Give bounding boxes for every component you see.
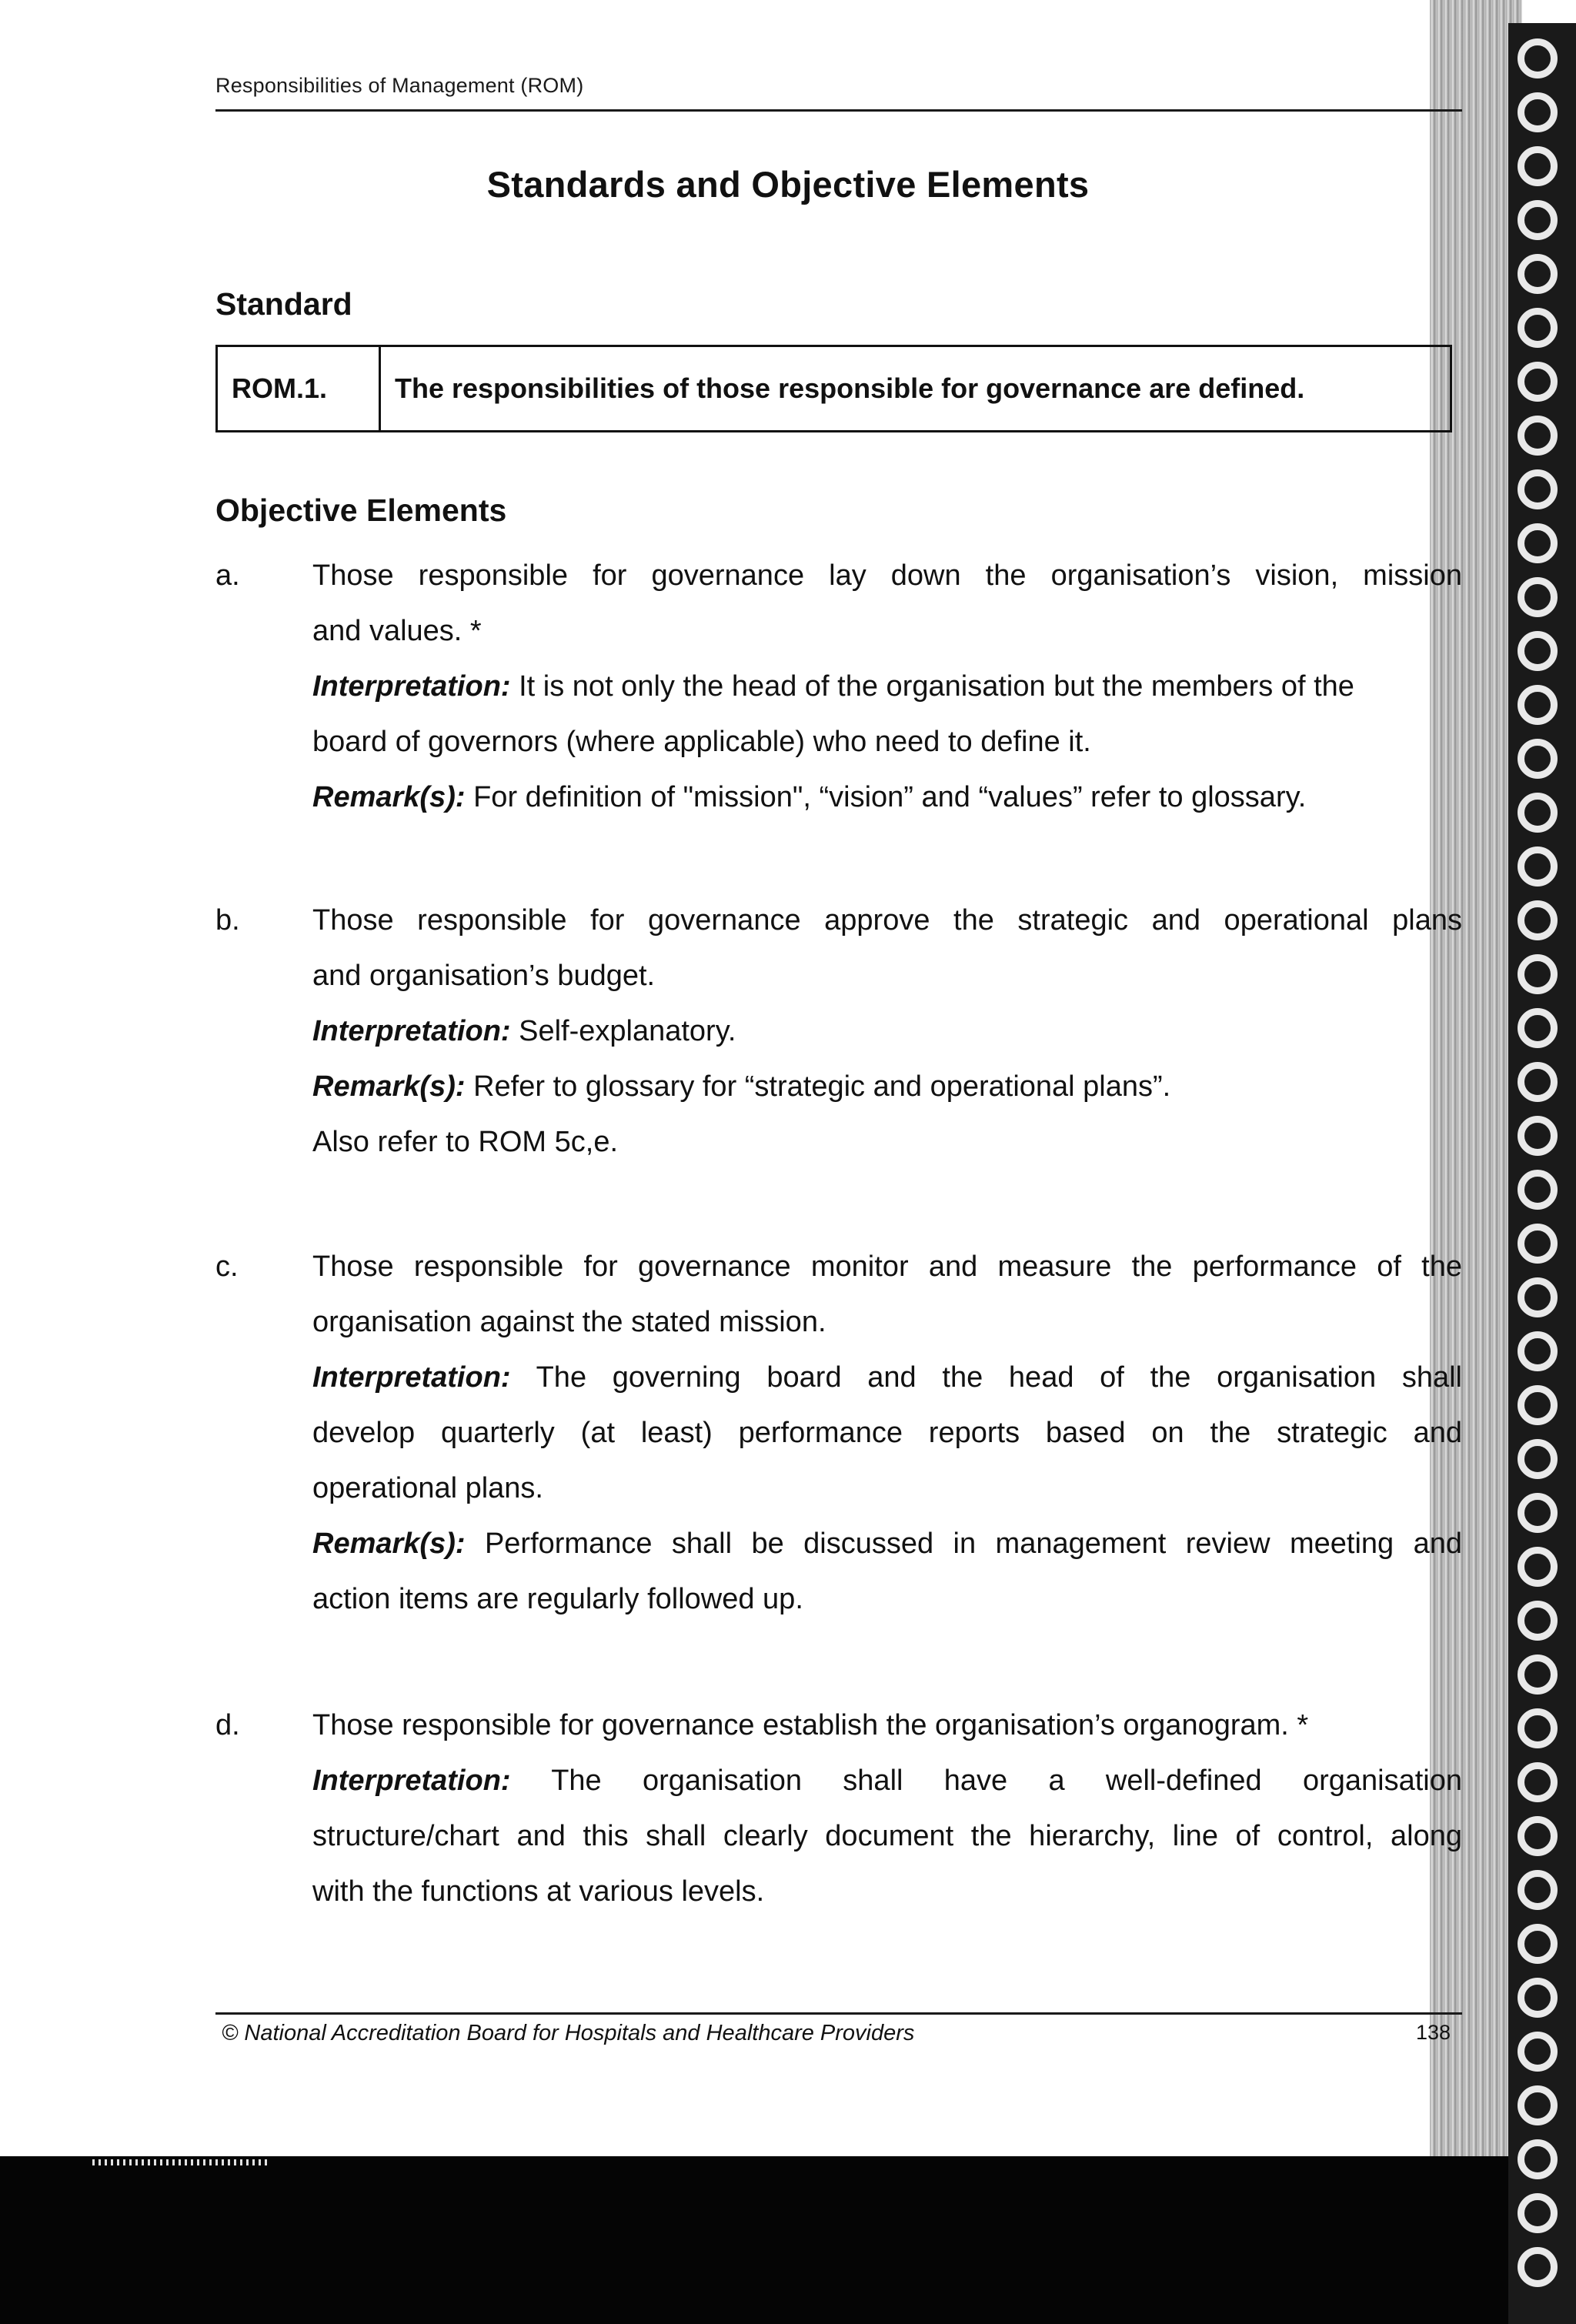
binding-ring <box>1518 954 1558 994</box>
binding-ring <box>1518 1762 1558 1802</box>
binding-ring <box>1518 1062 1558 1102</box>
binding-ring <box>1518 1277 1558 1317</box>
element-body <box>312 1239 1462 1627</box>
interpretation-label: Interpretation: <box>312 1015 511 1047</box>
binding-ring <box>1518 2247 1558 2287</box>
binding-ring <box>1518 1601 1558 1641</box>
binding-ring <box>1518 92 1558 132</box>
element-letter: b. <box>215 904 240 937</box>
binding-ring <box>1518 1978 1558 2018</box>
interpretation-line <box>312 659 1462 714</box>
interpretation-line: structure/chart and this shall clearly document the hierarchy, line of control, along <box>312 1820 1462 1852</box>
standard-code: ROM.1. <box>218 347 381 430</box>
remarks-label: Remark(s): <box>312 781 466 813</box>
binding-ring <box>1518 1493 1558 1533</box>
element-letter: c. <box>215 1250 239 1283</box>
page-number: 138 <box>1416 2021 1451 2044</box>
remarks-line: Also refer to ROM 5c,e. <box>312 1126 619 1158</box>
binding-ring <box>1518 739 1558 779</box>
footer-copyright: © National Accreditation Board for Hospitals and Healthcare Providers <box>222 2021 915 2045</box>
binding-ring <box>1518 1816 1558 1856</box>
remarks-text: For definition of "mission", “vision” and “values” refer to glossary. <box>473 781 1307 813</box>
running-header: Responsibilities of Management (ROM) <box>215 74 584 97</box>
binding-ring <box>1518 577 1558 617</box>
binding-ring <box>1518 362 1558 402</box>
binding-ring <box>1518 900 1558 940</box>
interpretation-label: Interpretation: <box>312 670 511 703</box>
interpretation-label: Interpretation: <box>312 1361 511 1394</box>
interpretation-line <box>312 1350 1462 1405</box>
binding-ring <box>1518 1170 1558 1210</box>
element-letter: a. <box>215 559 240 592</box>
remarks-label: Remark(s): <box>312 1528 466 1560</box>
binding-ring <box>1518 1655 1558 1695</box>
binding-ring <box>1518 793 1558 833</box>
scan-edge-black-bar <box>0 2156 1508 2324</box>
binding-ring <box>1518 523 1558 563</box>
binding-ring <box>1518 1385 1558 1425</box>
interpretation-line: operational plans. <box>312 1472 543 1504</box>
binding-ring <box>1518 200 1558 240</box>
interpretation-label: Interpretation: <box>312 1765 511 1797</box>
binding-ring <box>1518 631 1558 671</box>
binding-ring <box>1518 2139 1558 2179</box>
remarks-line <box>312 770 1462 825</box>
standard-heading: Standard <box>215 286 352 322</box>
interpretation-line <box>312 1753 1462 1808</box>
standard-text: The responsibilities of those responsible for governance are defined. <box>395 372 1305 404</box>
binding-ring <box>1518 38 1558 78</box>
binding-ring <box>1518 1708 1558 1748</box>
element-text-line: Those responsible for governance lay down the organisation’s vision, mission <box>312 559 1462 592</box>
binding-ring <box>1518 469 1558 509</box>
remarks-text: Refer to glossary for “strategic and operational plans”. <box>473 1070 1171 1103</box>
element-letter: d. <box>215 1709 240 1741</box>
remarks-line <box>312 1059 1462 1114</box>
element-body <box>312 548 1462 825</box>
scan-edge-marks <box>92 2159 269 2165</box>
interpretation-text: The organisation shall have a well-defined organisation <box>551 1765 1462 1797</box>
remarks-text: Performance shall be discussed in management review meeting and <box>484 1528 1462 1560</box>
objective-elements-heading: Objective Elements <box>215 493 507 528</box>
binding-ring <box>1518 254 1558 294</box>
binding-ring <box>1518 1870 1558 1910</box>
element-body <box>312 1698 1462 1919</box>
interpretation-text: The governing board and the head of the organisation shall <box>536 1361 1462 1394</box>
binding-ring <box>1518 2085 1558 2125</box>
element-text-line: and organisation’s budget. <box>312 960 656 992</box>
element-text-line: and values. * <box>312 615 482 647</box>
binding-ring <box>1518 416 1558 456</box>
element-text-line: Those responsible for governance establish the organisation’s organogram. * <box>312 1709 1309 1741</box>
interpretation-text: Self-explanatory. <box>519 1015 736 1047</box>
element-text-line: Those responsible for governance approve the strategic and operational plans <box>312 904 1462 937</box>
binding-ring <box>1518 1547 1558 1587</box>
binding-ring <box>1518 685 1558 725</box>
remarks-line <box>312 1516 1462 1571</box>
binding-ring <box>1518 2193 1558 2233</box>
remarks-line: action items are regularly followed up. <box>312 1583 803 1615</box>
page-title: Standards and Objective Elements <box>486 164 1090 205</box>
binding-ring <box>1518 308 1558 348</box>
binding-ring <box>1518 2032 1558 2072</box>
footer-divider <box>215 2012 1462 2015</box>
element-text-line: Those responsible for governance monitor and measure the performance of the <box>312 1250 1462 1283</box>
interpretation-line: develop quarterly (at least) performance reports based on the strategic and <box>312 1417 1462 1449</box>
binding-ring <box>1518 1224 1558 1264</box>
interpretation-line <box>312 1003 1462 1059</box>
binding-ring <box>1518 846 1558 887</box>
binding-ring <box>1518 1439 1558 1479</box>
standard-box <box>215 345 1452 432</box>
binding-ring <box>1518 1116 1558 1156</box>
interpretation-line: with the functions at various levels. <box>312 1875 765 1908</box>
spiral-binding <box>1508 23 1576 2324</box>
element-body <box>312 893 1462 1170</box>
binding-ring <box>1518 1331 1558 1371</box>
binding-ring <box>1518 1008 1558 1048</box>
interpretation-line: board of governors (where applicable) who need to define it. <box>312 726 1091 758</box>
interpretation-text: It is not only the head of the organisation but the members of the <box>519 670 1354 703</box>
element-text-line: organisation against the stated mission. <box>312 1306 826 1338</box>
binding-ring <box>1518 1924 1558 1964</box>
remarks-label: Remark(s): <box>312 1070 466 1103</box>
header-divider <box>215 109 1462 112</box>
